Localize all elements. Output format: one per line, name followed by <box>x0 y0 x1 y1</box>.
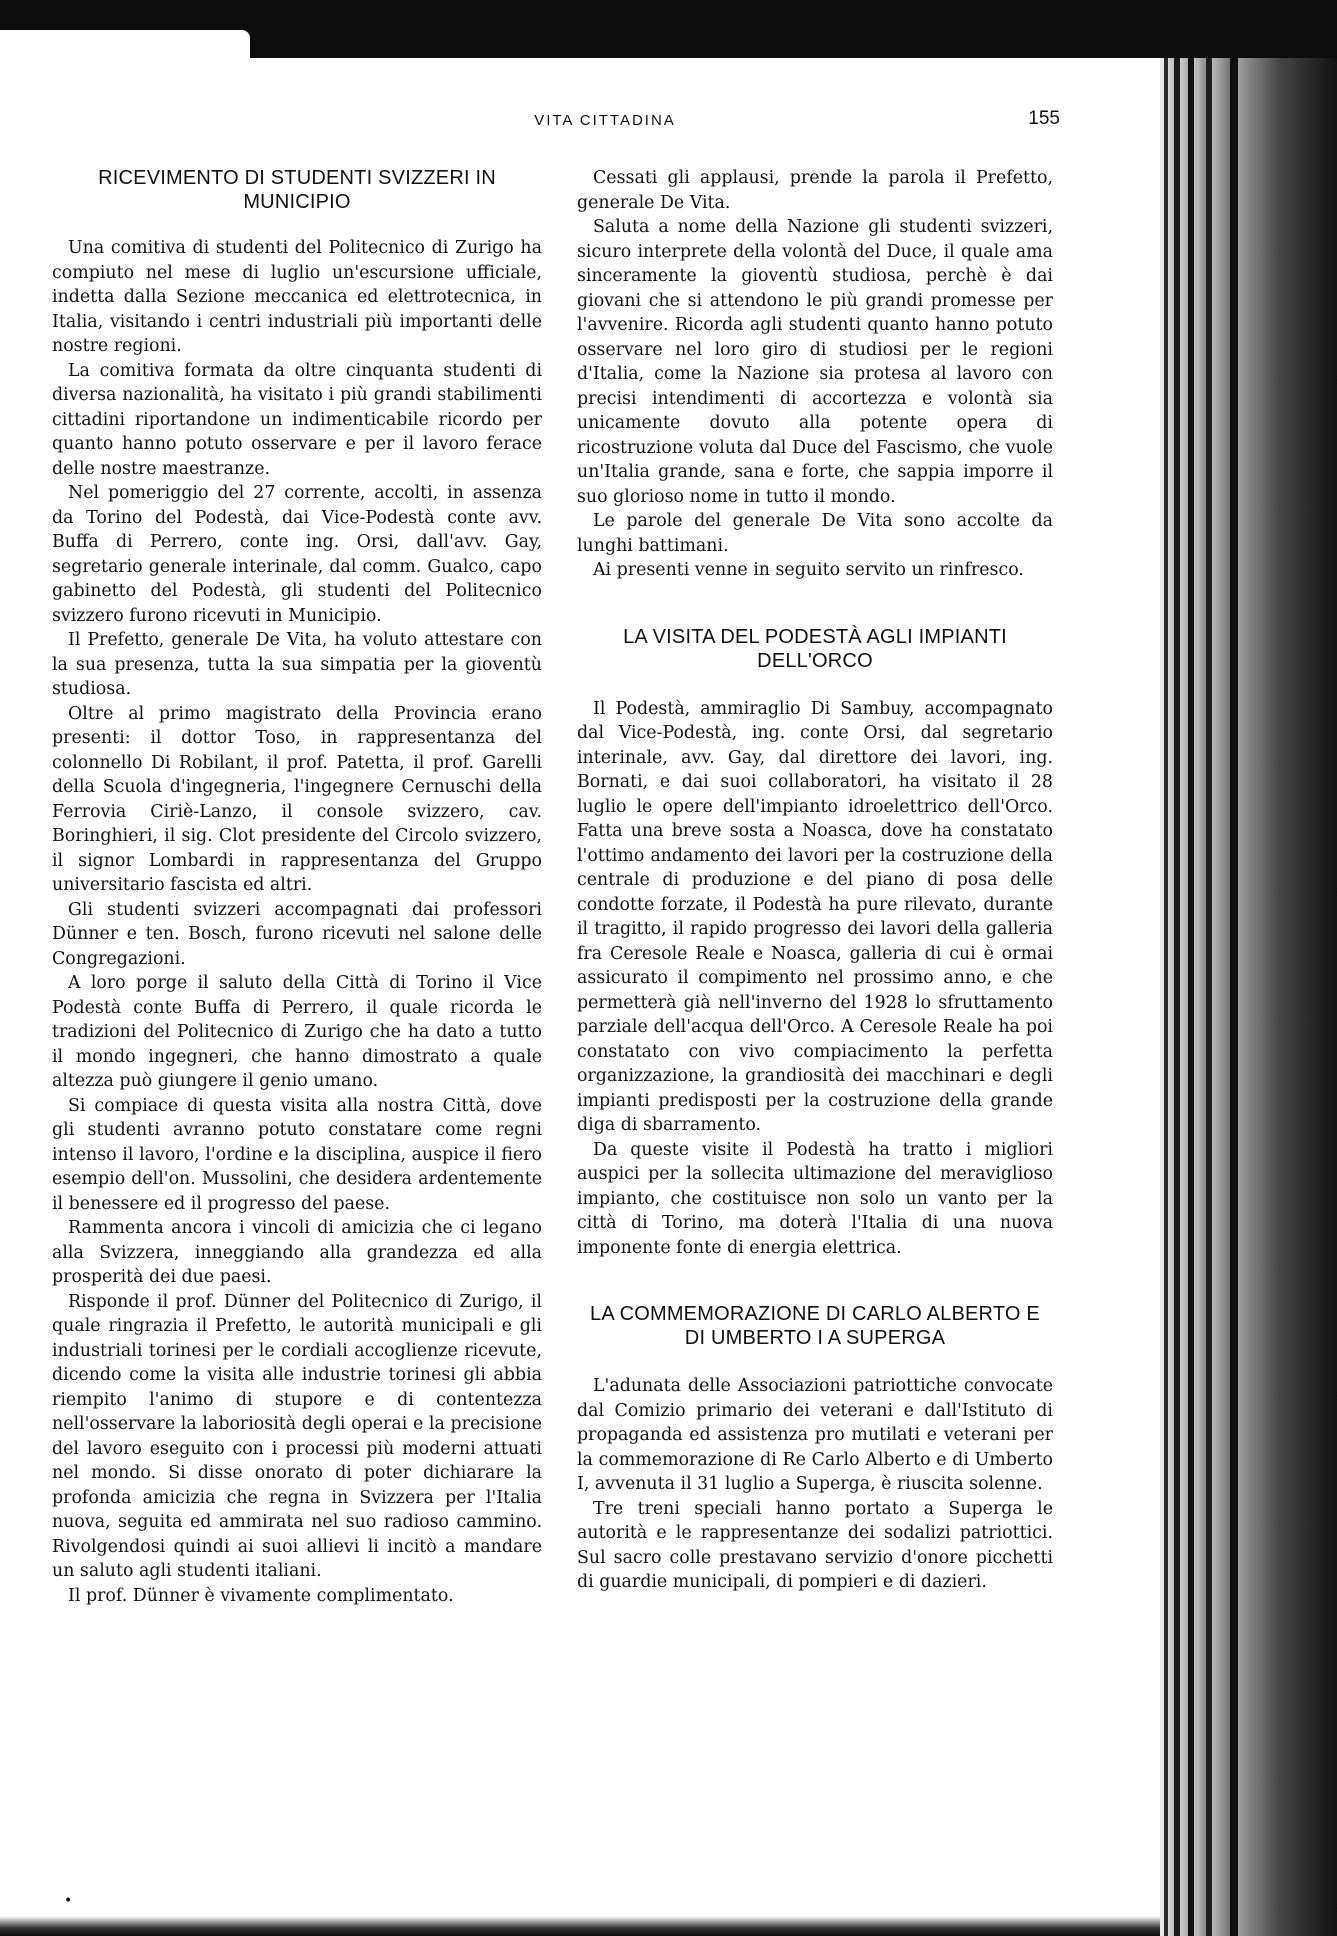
left-column <box>52 166 542 1608</box>
paragraph: Tre treni speciali hanno portato a Superga le autorità e le rappresentanze dei sodalizi patriottici. Sul sacro colle prestavano servizio d'onore picchetti di guardie municipali, di pompieri e di dazieri. <box>577 1498 1053 1592</box>
paragraph: Il Prefetto, generale De Vita, ha voluto attestare con la sua presenza, tutta la sua simpatia per la gioventù studiosa. <box>52 630 542 699</box>
running-head: VITA CITTADINA <box>534 112 676 129</box>
paragraph: Ai presenti venne in seguito servito un rinfresco. <box>593 560 1024 580</box>
paragraph: L'adunata delle Associazioni patriottiche convocate dal Comizio primario dei veterani e dall'Istituto di propaganda ed assistenza pro mutilati e veterani per la commemorazione di Re Carlo Alberto e di Umberto I, avvenuta il 31 luglio a Superga, è riuscita solenne. <box>577 1376 1053 1494</box>
paragraph: Saluta a nome della Nazione gli studenti svizzeri, sicuro interprete della volontà del Duce, il quale ama sinceramente la gioventù studiosa, perchè è dai giovani che si attendono le più grandi promesse per l'avvenire. Ricorda agli studenti quanto hanno potuto osservare nel loro giro di studiosi per le regioni d'Italia, come la Nazione sia protesa al lavoro con precisi intendimenti di accortezza e volontà sia unicamente dovuto alla potente opera di ricostruzione voluta dal Duce del Fascismo, che vuole un'Italia grande, sana e forte, che sappia imporre il suo glorioso nome in tutto il mondo. <box>577 217 1053 507</box>
section-spacer <box>577 1260 1053 1302</box>
article-heading-ricevimento: RICEVIMENTO DI STUDENTI SVIZZERI IN MUNICIPIO <box>98 167 496 213</box>
paragraph: Le parole del generale De Vita sono accolte da lunghi battimani. <box>577 511 1053 556</box>
scan-speck: • <box>64 1893 73 1909</box>
paragraph: Risponde il prof. Dünner del Politecnico di Zurigo, il quale ringrazia il Prefetto, le autorità municipali e gli industriali torinesi per le cordiali accoglienze ricevute, dicendo come la visita alle industrie torinesi gli abbia riempito l'animo di stupore e di contentezza nell'osservare la laboriosità degli operai e la precisione del lavoro eseguito con i processi più moderni attuati nel mondo. Si disse onorato di poter dichiarare la profonda amicizia che regna in Svizzera per l'Italia nuova, seguita ed ammirata nel suo radioso cammino. Rivolgendosi quindi ai suoi allievi li incitò a mandare un saluto agli studenti italiani. <box>52 1291 542 1581</box>
paragraph: Da queste visite il Podestà ha tratto i migliori auspici per la sollecita ultimazione del meraviglioso impianto, che costituisce non solo un vanto per la città di Torino, ma doterà l'Italia di una nuova imponente fonte di energia elettrica. <box>577 1139 1053 1258</box>
paragraph: Il prof. Dünner è vivamente complimentato. <box>68 1585 454 1606</box>
article-heading-visita-podesta: LA VISITA DEL PODESTÀ AGLI IMPIANTI DELL'ORCO <box>623 625 1007 672</box>
paragraph: Oltre al primo magistrato della Provincia erano presenti: il dottor Toso, in rappresentanza del colonnello Di Robilant, il prof. Patetta, il prof. Garelli della Scuola d'ingegneria, l'ingegnere Cernuschi della Ferrovia Ciriè-Lanzo, il console svizzero, cav. Boringhieri, il sig. Clot presidente del Circolo svizzero, il signor Lombardi in rappresentanza del Gruppo universitario fascista ed altri. <box>52 703 542 895</box>
paragraph: Nel pomeriggio del 27 corrente, accolti, in assenza da Torino del Podestà, dai Vice-Podestà conte avv. Buffa di Perrero, conte ing. Orsi, dall'avv. Gay, segretario generale interinale, dal comm. Gualco, capo gabinetto del Podestà, gli studenti del Politecnico svizzero furono ricevuti in Municipio. <box>52 483 542 626</box>
paragraph: Si compiace di questa visita alla nostra Città, dove gli studenti avranno potuto constatare come regni intenso il lavoro, l'ordine e la disciplina, auspice il fiero esempio dell'on. Mussolini, che desidera ardentemente il benessere ed il progresso del paese. <box>52 1095 542 1214</box>
paragraph: Gli studenti svizzeri accompagnati dai professori Dünner e ten. Bosch, furono ricevuti nel salone delle Congregazioni. <box>52 899 542 969</box>
section-spacer <box>577 583 1053 625</box>
paragraph: Cessati gli applausi, prende la parola il Prefetto, generale De Vita. <box>577 168 1053 213</box>
page-number: 155 <box>1028 108 1060 129</box>
paragraph: Rammenta ancora i vincoli di amicizia che ci legano alla Svizzera, inneggiando alla grandezza ed alla prosperità dei due paesi. <box>52 1218 542 1287</box>
paragraph: Il Podestà, ammiraglio Di Sambuy, accompagnato dal Vice-Podestà, ing. conte Orsi, dal segretario interinale, avv. Gay, dal direttore dei lavori, ing. Bornati, e dai suoi collaboratori, ha visitato il 28 luglio le opere dell'impianto idroelettrico dell'Orco. Fatta una breve sosta a Noasca, dove ha constatato l'ottimo andamento dei lavori per la costruzione della centrale di produzione e del piano di posa delle condotte forzate, il Podestà ha pure rilevato, durante il tragitto, il rapido progresso dei lavori della galleria fra Ceresole Reale e Noasca, galleria di cui è ormai assicurato il compimento nel prossimo anno, e che permetterà già nell'inverno del 1928 lo sfruttamento parziale dell'acqua dell'Orco. A Ceresole Reale ha poi constatato con vivo compiacimento la perfetta organizzazione, la grandiosità dei macchinari e degli impianti predisposti per la costruzione della grande diga di sbarramento. <box>577 698 1053 1135</box>
paragraph: Una comitiva di studenti del Politecnico di Zurigo ha compiuto nel mese di luglio un'escursione ufficiale, indetta dalla Sezione meccanica ed elettrotecnica, in Italia, visitando i centri industriali più importanti delle nostre regioni. <box>52 238 542 356</box>
paragraph: La comitiva formata da oltre cinquanta studenti di diversa nazionalità, ha visitato i più grandi stabilimenti cittadini riportandone un indimenticabile ricordo per quanto hanno potuto osservare e per il lavoro ferace delle nostre maestranze. <box>52 360 542 479</box>
paragraph: A loro porge il saluto della Città di Torino il Vice Podestà conte Buffa di Perrero, il quale ricorda le tradizioni del Politecnico di Zurigo che ha dato a tutto il mondo ingegneri, che hanno dimostrato a quale altezza può giungere il genio umano. <box>52 973 542 1091</box>
scan-page-edges <box>1160 58 1337 1936</box>
article-heading-commemorazione: LA COMMEMORAZIONE DI CARLO ALBERTO E DI UMBERTO I A SUPERGA <box>590 1303 1040 1349</box>
right-column <box>577 166 1053 1595</box>
